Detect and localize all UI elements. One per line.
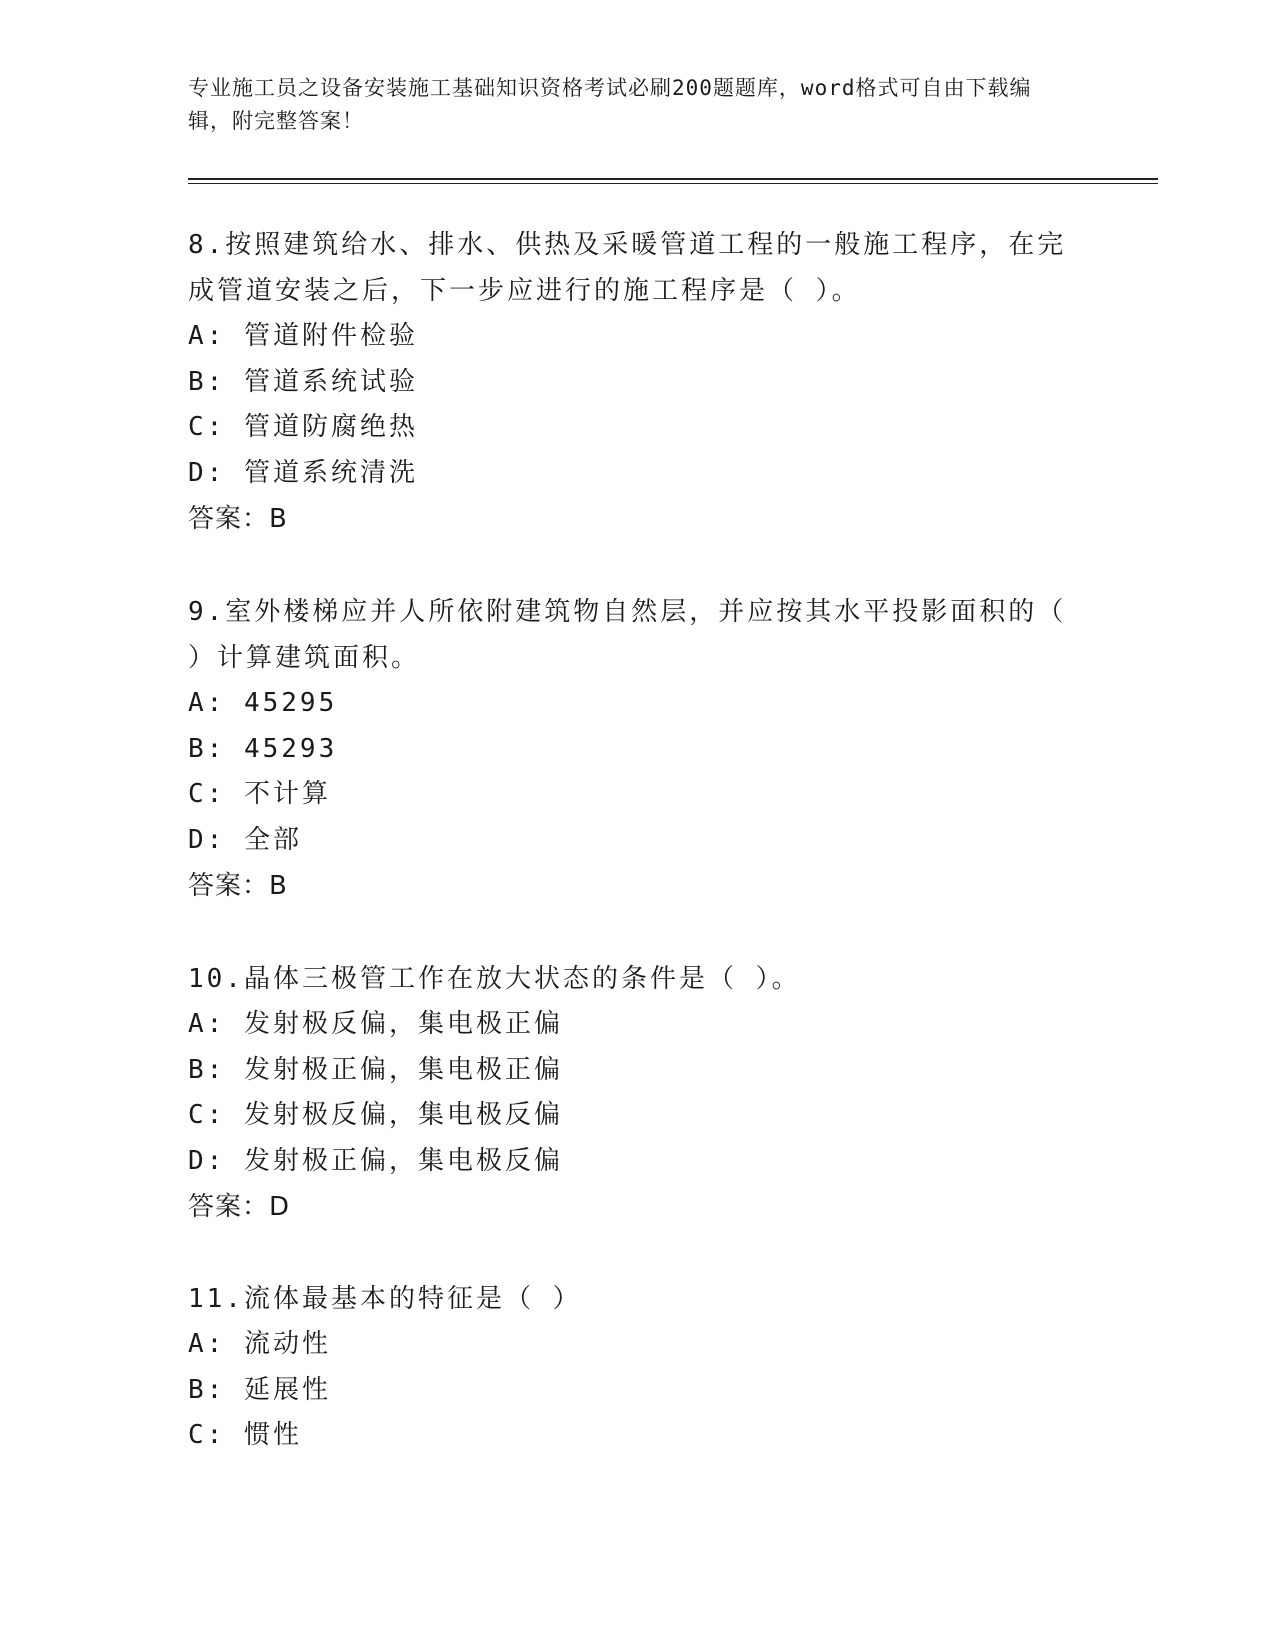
option-b: B: 45293 [188,733,338,764]
option-b: B: 发射极正偏，集电极正偏 [188,1054,563,1085]
question-10 [188,956,1078,1230]
question-11 [188,1276,1078,1459]
option-a: A: 发射极反偏，集电极正偏 [188,1009,563,1039]
header-divider-thick [188,178,1158,180]
option-d: D: 全部 [188,824,302,855]
option-a: A: 流动性 [188,1329,331,1359]
option-c: C: 惯性 [188,1420,302,1450]
option-a: A: 管道附件检验 [188,321,418,351]
question-8 [188,222,1078,542]
question-stem: 9.室外楼梯应并人所依附建筑物自然层，并应按其水平投影面积的（ ）计算建筑面积。 [188,597,1067,673]
option-d: D: 发射极正偏，集电极反偏 [188,1145,563,1176]
question-stem: 8.按照建筑给水、排水、供热及采暖管道工程的一般施工程序，在完成管道安装之后，下一步应进行的施工程序是（ ）。 [188,230,1067,306]
option-c: C: 管道防腐绝热 [188,412,418,442]
question-9 [188,589,1078,909]
question-stem: 11.流体最基本的特征是（ ） [188,1284,582,1314]
answer-line: 答案：B [188,871,288,901]
question-stem: 10.晶体三极管工作在放大状态的条件是（ ）。 [188,964,801,994]
document-intro: 专业施工员之设备安装施工基础知识资格考试必刷200题题库，word格式可自由下载编辑，附完整答案！ [188,76,1032,133]
option-a: A: 45295 [188,688,338,718]
option-c: C: 不计算 [188,779,331,809]
option-b: B: 管道系统试验 [188,366,418,397]
answer-line: 答案：D [188,1192,291,1222]
header-divider-thin [188,183,1158,184]
option-c: C: 发射极反偏，集电极反偏 [188,1100,563,1130]
answer-line: 答案：B [188,504,288,534]
option-d: D: 管道系统清洗 [188,457,418,488]
option-b: B: 延展性 [188,1374,331,1405]
